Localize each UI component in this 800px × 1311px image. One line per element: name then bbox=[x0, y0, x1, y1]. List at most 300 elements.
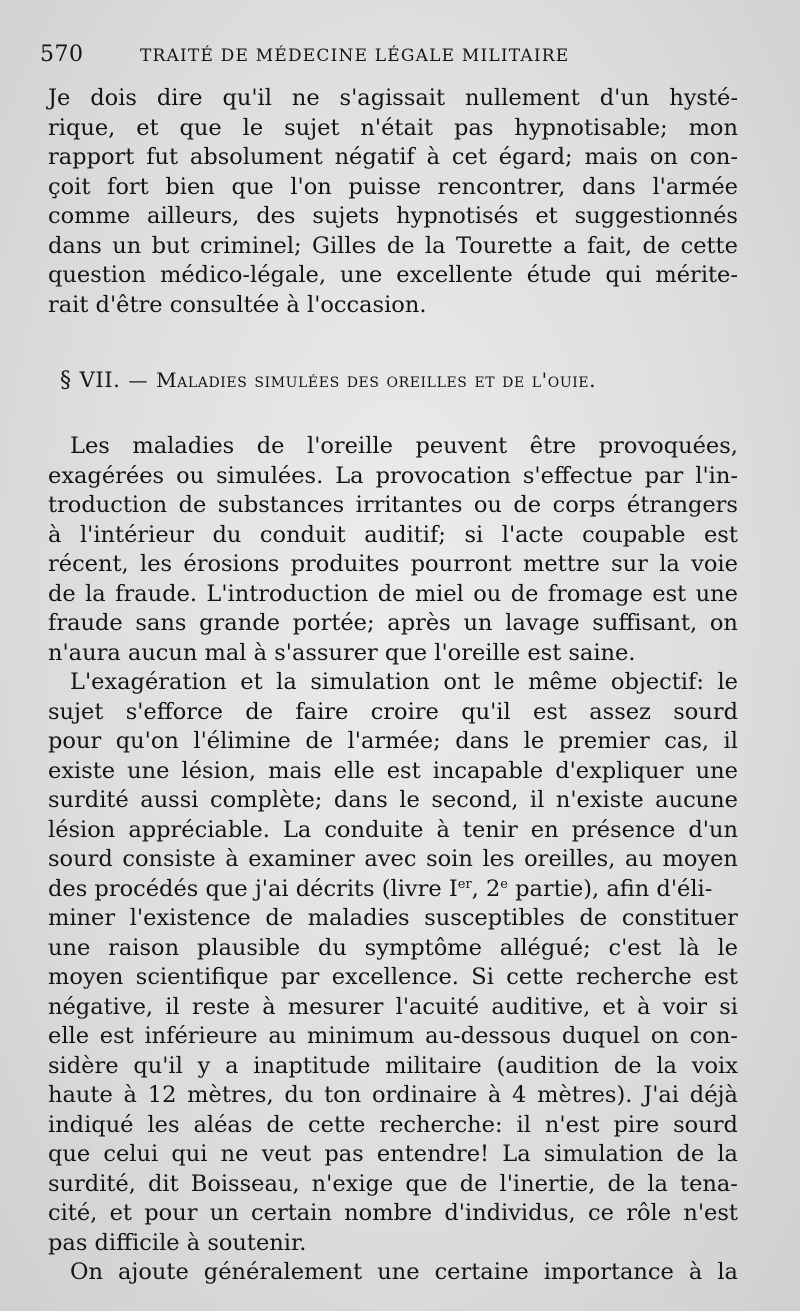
text-line bbox=[48, 261, 738, 291]
word: portée; bbox=[292, 610, 375, 636]
word: complète; bbox=[210, 787, 323, 813]
word: l'armée; bbox=[347, 728, 441, 754]
word: incapable bbox=[432, 757, 544, 784]
word: fraude. bbox=[115, 580, 197, 607]
word: elle bbox=[48, 1023, 90, 1049]
word: sujets bbox=[312, 203, 380, 229]
word: s'agissait bbox=[339, 85, 446, 111]
word: rôle bbox=[626, 1200, 672, 1226]
word: mètres). bbox=[537, 1082, 633, 1108]
text-line-with-superscripts bbox=[48, 875, 738, 905]
word: susceptibles bbox=[424, 905, 565, 931]
text-line bbox=[48, 934, 738, 964]
text-line bbox=[48, 609, 738, 639]
word: de bbox=[386, 232, 415, 259]
word: La bbox=[335, 462, 364, 489]
text-line bbox=[48, 173, 738, 203]
word: récent, bbox=[48, 551, 129, 577]
word: surdité bbox=[48, 787, 129, 813]
word: au bbox=[268, 1023, 297, 1049]
word: soin bbox=[426, 846, 473, 872]
word: du bbox=[284, 1082, 314, 1108]
word: la bbox=[717, 1259, 738, 1285]
text-line bbox=[48, 904, 738, 934]
word: ce bbox=[588, 1200, 614, 1226]
word: La bbox=[502, 1141, 531, 1167]
word: à bbox=[123, 1082, 137, 1108]
word: La bbox=[282, 816, 312, 843]
word: cette bbox=[680, 232, 738, 259]
word: est bbox=[703, 521, 738, 548]
word: celui bbox=[103, 1141, 159, 1167]
word: substances bbox=[217, 492, 345, 518]
word: à bbox=[688, 1259, 703, 1285]
word: cet bbox=[451, 144, 487, 170]
text-line bbox=[48, 963, 738, 993]
word: à bbox=[436, 816, 450, 843]
word: l'acuité bbox=[395, 993, 480, 1020]
word: l'inertie, bbox=[499, 1170, 596, 1197]
word: les bbox=[140, 551, 173, 577]
word: de bbox=[178, 492, 207, 518]
word: étude bbox=[526, 262, 592, 288]
word: le bbox=[494, 669, 515, 695]
word: appréciable. bbox=[128, 816, 270, 843]
word: un bbox=[463, 610, 493, 636]
word: une bbox=[48, 934, 91, 961]
word: hysté- bbox=[669, 85, 738, 111]
word: n'était bbox=[360, 114, 434, 141]
word: moyen bbox=[662, 846, 738, 872]
text-line bbox=[48, 432, 738, 462]
word: indiqué bbox=[48, 1111, 134, 1138]
word: la bbox=[659, 551, 680, 577]
word: 4 bbox=[512, 1082, 527, 1108]
word: conduit bbox=[259, 521, 346, 548]
word: suggestionnés bbox=[574, 203, 738, 229]
word: corps bbox=[552, 492, 616, 518]
word: question bbox=[48, 262, 147, 288]
word: excellence. bbox=[331, 964, 459, 990]
word: militaire bbox=[385, 1052, 482, 1079]
word: dit bbox=[148, 1170, 179, 1197]
word: l'armée bbox=[652, 173, 738, 200]
word: 12 bbox=[147, 1082, 177, 1108]
word: en bbox=[530, 816, 559, 843]
word: une bbox=[127, 757, 170, 784]
text-line bbox=[48, 668, 738, 698]
word: miner bbox=[48, 905, 116, 931]
word: de bbox=[266, 1111, 295, 1138]
word: surdité, bbox=[48, 1170, 136, 1197]
word: est bbox=[533, 698, 567, 725]
paragraph-1 bbox=[48, 84, 738, 320]
word: et bbox=[602, 993, 625, 1020]
word: importance bbox=[543, 1259, 674, 1285]
word: certaine bbox=[434, 1259, 529, 1285]
word: que bbox=[48, 1141, 91, 1167]
word: là bbox=[679, 934, 700, 961]
word: sourd bbox=[673, 1111, 738, 1138]
word: produites bbox=[290, 551, 400, 577]
text-line bbox=[48, 1052, 738, 1082]
word: l'intérieur bbox=[79, 521, 194, 548]
word: fait, bbox=[586, 232, 633, 259]
word: moyen bbox=[48, 964, 124, 990]
word: maladies bbox=[307, 905, 410, 931]
word: comme bbox=[48, 203, 131, 229]
word: un bbox=[209, 1200, 239, 1226]
word: certain bbox=[251, 1200, 332, 1226]
word: des bbox=[256, 203, 296, 229]
word: l'on bbox=[290, 173, 332, 200]
word: rapport bbox=[48, 144, 135, 170]
word: suffisant, bbox=[592, 610, 698, 636]
word: irritantes bbox=[355, 492, 463, 518]
word: fut bbox=[146, 144, 179, 170]
word: de bbox=[607, 1170, 636, 1197]
word: mais bbox=[268, 757, 322, 784]
section-body bbox=[48, 432, 738, 1288]
word: a bbox=[225, 1052, 239, 1079]
text-line bbox=[48, 816, 738, 846]
word: de bbox=[613, 1052, 642, 1079]
word: un bbox=[112, 232, 142, 259]
word: généralement bbox=[203, 1259, 363, 1285]
word: voix bbox=[691, 1052, 738, 1079]
word: négative, bbox=[48, 993, 154, 1020]
word: sidère bbox=[48, 1052, 119, 1079]
word: ne bbox=[291, 85, 320, 111]
word: par bbox=[644, 462, 684, 489]
word: entendre! bbox=[376, 1141, 490, 1167]
word: excellente bbox=[396, 262, 513, 288]
word: que bbox=[179, 114, 222, 141]
word: examiner bbox=[248, 846, 355, 872]
word: mètres, bbox=[187, 1082, 274, 1108]
word: rique, bbox=[48, 114, 116, 141]
word: négatif bbox=[334, 144, 415, 170]
word: l'acte bbox=[501, 521, 564, 548]
word: constituer bbox=[621, 905, 738, 931]
word: à bbox=[262, 993, 276, 1020]
word: être bbox=[529, 433, 577, 459]
word: de bbox=[676, 1141, 705, 1167]
running-title: TRAITÉ DE MÉDECINE LÉGALE MILITAIRE bbox=[140, 46, 570, 66]
text-line bbox=[48, 1022, 738, 1052]
word: but bbox=[151, 232, 190, 259]
word: fraude bbox=[48, 610, 123, 636]
word: miel bbox=[414, 580, 464, 607]
word: minimum bbox=[307, 1023, 415, 1049]
word: de bbox=[513, 492, 542, 518]
word: ajoute bbox=[117, 1259, 189, 1285]
word: si bbox=[719, 993, 738, 1020]
word: grande bbox=[199, 610, 280, 636]
word: la bbox=[656, 1052, 677, 1079]
text-line bbox=[48, 1140, 738, 1170]
word: la bbox=[647, 1170, 668, 1197]
word: lésion, bbox=[181, 757, 256, 784]
word: sujet bbox=[284, 114, 340, 141]
word: cette bbox=[506, 964, 564, 990]
word: dire bbox=[156, 85, 203, 111]
text-line bbox=[48, 114, 738, 144]
word: lavage bbox=[505, 610, 580, 636]
word: les bbox=[482, 846, 515, 872]
word: scientifique bbox=[135, 964, 269, 990]
word: recherche bbox=[576, 964, 692, 990]
word: n'est bbox=[683, 1200, 738, 1226]
word: simulation bbox=[543, 1141, 664, 1167]
word: second, bbox=[431, 787, 519, 813]
word: dans bbox=[581, 173, 636, 200]
word: hypnotisés bbox=[396, 203, 519, 229]
word: lésion bbox=[48, 816, 116, 843]
word: criminel; bbox=[199, 232, 302, 259]
word: érosions bbox=[183, 551, 280, 577]
word: puisse bbox=[348, 173, 421, 200]
word: le bbox=[717, 934, 738, 961]
word: l'oreille bbox=[307, 433, 393, 459]
word: J'ai bbox=[643, 1082, 680, 1108]
word: Boisseau, bbox=[190, 1170, 300, 1197]
word: qui bbox=[605, 262, 642, 288]
word: Je bbox=[48, 85, 71, 111]
word: la bbox=[424, 232, 446, 259]
word: qui bbox=[171, 1141, 208, 1167]
text-line bbox=[48, 727, 738, 757]
text-line bbox=[48, 202, 738, 232]
word: nullement bbox=[464, 85, 580, 111]
word: cas, bbox=[664, 728, 710, 754]
text-fragment: des procédés que j'ai décrits (livre Ier, 2e partie), afin d'éli- bbox=[48, 875, 713, 902]
word: de bbox=[305, 728, 334, 754]
word: est bbox=[704, 964, 738, 990]
word: par bbox=[280, 964, 320, 990]
word: fromage bbox=[547, 580, 643, 607]
word: après bbox=[387, 610, 451, 636]
text-line bbox=[48, 845, 738, 875]
word: çoit bbox=[48, 173, 91, 200]
text-line bbox=[48, 786, 738, 816]
word: duquel bbox=[561, 1023, 641, 1049]
word: mesurer bbox=[287, 993, 384, 1020]
word: peuvent bbox=[415, 433, 508, 459]
word: à bbox=[487, 1082, 502, 1108]
word: voie bbox=[691, 551, 738, 577]
word: L'introduction bbox=[206, 580, 369, 607]
word: ont bbox=[443, 669, 481, 695]
text-line bbox=[48, 232, 738, 262]
word: (audition bbox=[496, 1052, 600, 1079]
word: elle bbox=[333, 757, 375, 784]
word: L'exagération bbox=[70, 669, 227, 695]
word: s'effectue bbox=[522, 462, 633, 489]
word: même bbox=[528, 669, 598, 695]
word: ou bbox=[473, 492, 502, 518]
word: l'élimine bbox=[193, 728, 291, 754]
text-line bbox=[48, 580, 738, 610]
word: est bbox=[652, 580, 687, 607]
word: une bbox=[340, 262, 383, 288]
word: sourd bbox=[48, 846, 113, 872]
word: simulation bbox=[310, 669, 430, 695]
text-line bbox=[48, 84, 738, 114]
word: sans bbox=[135, 610, 187, 636]
word: ne bbox=[220, 1141, 249, 1167]
word: du bbox=[212, 521, 242, 548]
word: con- bbox=[689, 1023, 738, 1049]
word: inférieure bbox=[144, 1023, 258, 1049]
word: que bbox=[231, 173, 274, 200]
word: plausible bbox=[196, 934, 301, 961]
word: les bbox=[147, 1111, 180, 1138]
word: déjà bbox=[689, 1082, 738, 1108]
text-line bbox=[48, 1170, 738, 1200]
text-line bbox=[48, 462, 738, 492]
word: le bbox=[242, 114, 264, 141]
text-line bbox=[48, 757, 738, 787]
page-header bbox=[40, 42, 740, 74]
word: exagérées bbox=[48, 462, 165, 489]
word: reste bbox=[191, 993, 250, 1020]
word: oreilles, bbox=[524, 846, 616, 872]
word: symptôme bbox=[364, 934, 482, 961]
word: ou bbox=[473, 580, 502, 607]
word: d'individus, bbox=[444, 1200, 576, 1226]
word: de bbox=[245, 698, 274, 725]
word: avec bbox=[364, 846, 417, 872]
word: pour bbox=[144, 1200, 198, 1226]
word: bien bbox=[165, 173, 215, 200]
word: médico-légale, bbox=[160, 262, 327, 288]
word: premier bbox=[558, 728, 650, 754]
word: mais bbox=[584, 144, 638, 170]
word: maladies bbox=[132, 433, 235, 459]
word: haute bbox=[48, 1082, 113, 1108]
word: qu'on bbox=[115, 728, 179, 754]
word: on bbox=[709, 610, 738, 636]
word: pire bbox=[613, 1111, 660, 1138]
word: con- bbox=[689, 144, 738, 170]
word: du bbox=[317, 934, 347, 961]
word: et bbox=[136, 114, 159, 141]
word: d'un bbox=[599, 85, 650, 111]
word: s'efforce bbox=[125, 698, 223, 725]
word: fort bbox=[107, 173, 149, 200]
word: une bbox=[377, 1259, 420, 1285]
word: sujet bbox=[48, 698, 104, 725]
text-line: pas difficile à soutenir. bbox=[48, 1229, 307, 1256]
word: et bbox=[240, 669, 263, 695]
word: auditif; bbox=[364, 521, 446, 548]
word: si bbox=[464, 521, 484, 548]
word: il bbox=[516, 1111, 531, 1138]
word: ton bbox=[324, 1082, 362, 1108]
word: de bbox=[459, 1170, 488, 1197]
word: de bbox=[377, 580, 406, 607]
word: de bbox=[579, 905, 608, 931]
word: on bbox=[649, 144, 678, 170]
section-number: VII. bbox=[79, 368, 121, 392]
word: étrangers bbox=[626, 492, 738, 518]
word: pour bbox=[48, 728, 102, 754]
word: et bbox=[535, 203, 558, 229]
word: sur bbox=[611, 551, 648, 577]
section-heading bbox=[60, 368, 740, 393]
word: pourront bbox=[410, 551, 512, 577]
word: n'existe bbox=[555, 787, 644, 813]
word: d'expliquer bbox=[555, 757, 684, 784]
text-line bbox=[48, 1258, 738, 1288]
word: qu'il bbox=[133, 1052, 183, 1079]
word: égard; bbox=[498, 144, 573, 170]
word: dans bbox=[455, 728, 510, 754]
text-line bbox=[48, 491, 738, 521]
word: présence bbox=[571, 816, 676, 843]
word: et bbox=[109, 1200, 132, 1226]
text-line bbox=[48, 521, 738, 551]
word: l'existence bbox=[129, 905, 251, 931]
word: au-dessous bbox=[425, 1023, 552, 1049]
page-number: 570 bbox=[40, 42, 84, 67]
word: de bbox=[510, 580, 539, 607]
text-line bbox=[48, 550, 738, 580]
word: est bbox=[99, 1023, 134, 1049]
word: recherche: bbox=[379, 1111, 503, 1138]
word: ou bbox=[176, 462, 205, 489]
word: a bbox=[563, 232, 577, 259]
text-line bbox=[48, 1111, 738, 1141]
word: On bbox=[70, 1259, 103, 1285]
word: dois bbox=[90, 85, 137, 111]
word: à bbox=[426, 144, 441, 170]
word: Les bbox=[70, 433, 110, 459]
word: la bbox=[276, 669, 297, 695]
word: cité, bbox=[48, 1200, 98, 1226]
word: d'un bbox=[688, 816, 738, 843]
word: pas bbox=[324, 1141, 364, 1167]
word: Gilles bbox=[312, 232, 377, 259]
word: Si bbox=[471, 964, 494, 990]
word: à bbox=[48, 521, 62, 548]
word: l'in- bbox=[695, 462, 738, 489]
text-line bbox=[48, 698, 738, 728]
word: pas bbox=[454, 114, 494, 141]
word: troduction bbox=[48, 492, 168, 518]
word: à bbox=[225, 846, 239, 872]
word: provoquées, bbox=[598, 433, 738, 459]
section-symbol: § bbox=[60, 368, 72, 393]
word: simulées. bbox=[216, 462, 324, 489]
word: inaptitude bbox=[253, 1052, 371, 1079]
word: tena- bbox=[680, 1170, 738, 1197]
word: rencontrer, bbox=[437, 173, 566, 200]
word: que bbox=[405, 1170, 448, 1197]
word: ordinaire bbox=[371, 1082, 478, 1108]
section-dash: — bbox=[128, 370, 149, 392]
word: sourd bbox=[673, 698, 738, 725]
word: tenir bbox=[462, 816, 518, 843]
word: de bbox=[642, 232, 671, 259]
text-line bbox=[48, 1199, 738, 1229]
word: raison bbox=[108, 934, 180, 961]
word: ailleurs, bbox=[147, 203, 240, 229]
word: hypnotisable; bbox=[514, 114, 668, 141]
word: consiste bbox=[122, 846, 216, 872]
word: est bbox=[386, 757, 421, 784]
